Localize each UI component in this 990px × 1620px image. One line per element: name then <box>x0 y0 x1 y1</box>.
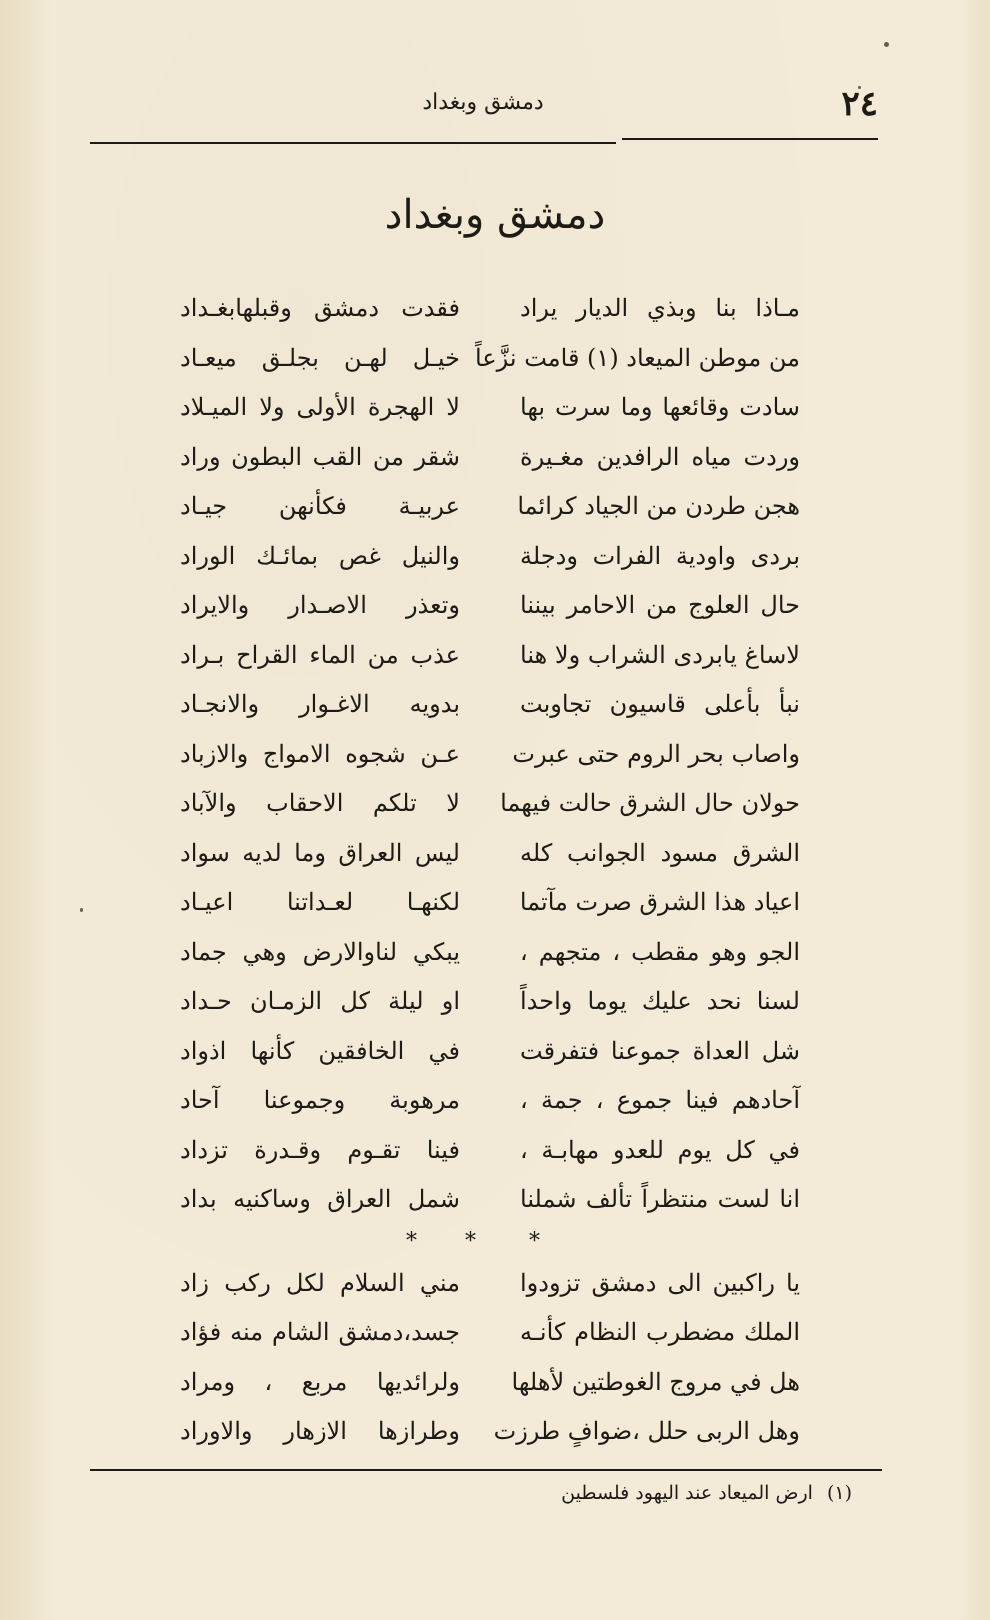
second-hemistich: او ليلة كل الزمـان حـداد <box>180 987 460 1015</box>
verse-line <box>180 1263 800 1313</box>
page-edge-shadow <box>960 0 990 1620</box>
header-rule <box>622 138 878 140</box>
first-hemistich: انا لست منتظراً تألف شملنا <box>520 1185 800 1213</box>
verse-line <box>180 1312 800 1362</box>
first-hemistich: حال العلوج من الاحامر بيننا <box>520 591 800 619</box>
first-hemistich: لاساغ يابردى الشراب ولا هنا <box>520 640 800 669</box>
asterisk-ornament: * <box>406 1228 417 1254</box>
verse-line <box>180 536 800 586</box>
first-hemistich: لسنا نحد عليك يوما واحداً <box>520 987 800 1015</box>
first-hemistich: هل في مروج الغوطتين لأهلها <box>511 1367 800 1396</box>
first-hemistich: نبأ بأعلى قاسيون تجاوبت <box>520 690 800 718</box>
page-number: ٢٤ <box>841 84 878 124</box>
second-hemistich: شقر من القب البطون وراد <box>180 442 460 471</box>
asterisk-ornament: * <box>529 1228 540 1254</box>
verse-line <box>180 1031 800 1081</box>
first-hemistich: شل العداة جموعنا فتفرقت <box>520 1036 800 1065</box>
first-hemistich: واصاب بحر الروم حتى عبرت <box>512 739 800 768</box>
verse-line <box>180 734 800 784</box>
second-hemistich: فقدت دمشق وقبلهابغـداد <box>180 294 460 322</box>
verse-line <box>180 338 800 388</box>
running-head <box>88 84 878 124</box>
asterisk-ornament: * <box>465 1228 476 1254</box>
first-hemistich: اعياد هذا الشرق صرت مآتما <box>519 888 800 916</box>
second-hemistich: عربيـة فكأنهن جيـاد <box>180 492 460 520</box>
second-hemistich: لكنهـا لعـداتنا اعيـاد <box>180 888 460 916</box>
first-hemistich: بردى واودية الفرات ودجلة <box>520 541 800 570</box>
footnote-text: ارض الميعاد عند اليهود فلسطين <box>561 1482 813 1504</box>
paper-speck <box>80 908 83 912</box>
first-hemistich: حولان حال الشرق حالت فيهما <box>500 789 800 817</box>
verse-line <box>180 1411 800 1461</box>
first-hemistich: آحادهم فينا جموع ، جمة ، <box>520 1086 800 1114</box>
first-hemistich: وهل الربى حلل ،ضوافٍ طرزت <box>493 1417 800 1445</box>
second-hemistich: في الخافقين كأنها اذواد <box>180 1036 460 1065</box>
verse-line <box>180 783 800 833</box>
footnote <box>561 1482 852 1504</box>
verse-line <box>180 486 800 536</box>
verse-line <box>180 833 800 883</box>
first-hemistich: يا راكبين الى دمشق تزودوا <box>520 1268 800 1297</box>
section-separator <box>180 1229 800 1263</box>
first-hemistich: الملك مضطرب النظام كأنـه <box>520 1318 800 1346</box>
verse-line <box>180 684 800 734</box>
verse-line <box>180 1080 800 1130</box>
second-hemistich: عذب من الماء القراح بـراد <box>180 640 460 669</box>
verse-line <box>180 981 800 1031</box>
first-hemistich: هجن طردن من الجياد كرائما <box>517 492 800 520</box>
verse-line <box>180 1362 800 1412</box>
first-hemistich: من موطن الميعاد (١) قامت نزَّعاً <box>475 343 800 372</box>
second-hemistich: يبكي لناوالارض وهي جماد <box>180 937 460 966</box>
verse-line <box>180 882 800 932</box>
first-hemistich: الجو وهو مقطب ، متجهم ، <box>520 937 800 966</box>
first-hemistich: وردت مياه الرافدين مغـيرة <box>520 442 800 471</box>
second-hemistich: مني السلام لكل ركب زاد <box>180 1268 460 1297</box>
paper-speck <box>884 42 889 47</box>
second-hemistich: ليس العراق وما لديه سواد <box>180 838 460 867</box>
first-hemistich: في كل يوم للعدو مهابـة ، <box>520 1135 800 1164</box>
verse-line <box>180 1130 800 1180</box>
first-hemistich: الشرق مسود الجوانب كله <box>520 838 800 867</box>
second-hemistich: جسد،دمشق الشام منه فؤاد <box>180 1318 460 1346</box>
verse-line <box>180 387 800 437</box>
second-hemistich: والنيل غص بمائـك الوراد <box>180 541 460 570</box>
verse-line <box>180 932 800 982</box>
second-hemistich: مرهوبة وجموعنا آحاد <box>180 1086 460 1114</box>
verse-line <box>180 1179 800 1229</box>
second-hemistich: ولرائديها مربع ، ومراد <box>180 1367 460 1396</box>
running-title: دمشق وبغداد <box>422 90 544 115</box>
first-hemistich: مـاذا بنا وبذي الديار يراد <box>520 294 800 322</box>
second-hemistich: خيـل لهـن بجلـق ميعـاد <box>180 343 460 372</box>
second-hemistich: لا تلكم الاحقاب والآباد <box>180 789 460 817</box>
second-hemistich: بدويه الاغـوار والانجـاد <box>180 690 460 718</box>
second-hemistich: شمل العراق وساكنيه بداد <box>180 1185 460 1213</box>
header-rule <box>90 142 616 144</box>
first-hemistich: سادت وقائعها وما سرت بها <box>520 393 800 421</box>
poem-title: دمشق وبغداد <box>384 192 606 238</box>
second-hemistich: وطرازها الازهار والاوراد <box>180 1417 460 1445</box>
poem-body <box>180 288 800 1461</box>
verse-line <box>180 635 800 685</box>
verse-line <box>180 585 800 635</box>
verse-line <box>180 288 800 338</box>
page-edge-shadow <box>0 0 56 1620</box>
second-hemistich: عـن شجوه الامواج والازباد <box>180 739 460 768</box>
second-hemistich: فينا تقـوم وقـدرة تزداد <box>180 1135 460 1164</box>
second-hemistich: وتعذر الاصـدار والايراد <box>180 591 460 619</box>
footnote-rule <box>90 1469 882 1471</box>
second-hemistich: لا الهجرة الأولى ولا الميـلاد <box>180 393 460 421</box>
verse-line <box>180 437 800 487</box>
footnote-mark: (١) <box>826 1482 852 1504</box>
